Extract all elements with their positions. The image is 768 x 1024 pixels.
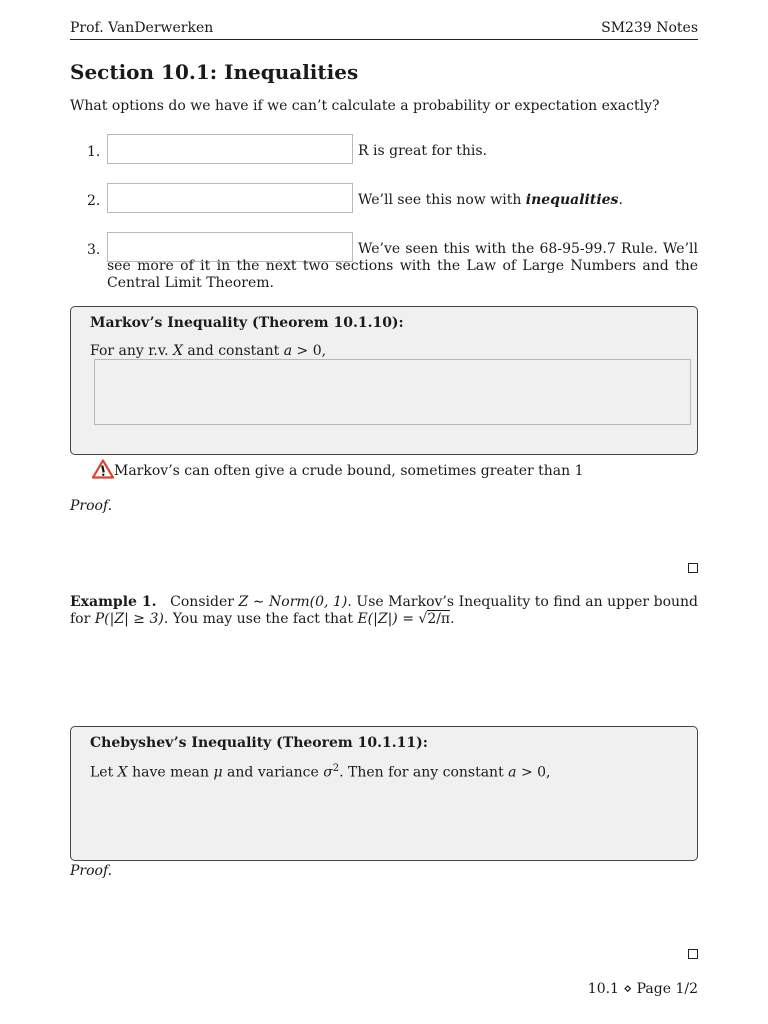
item-text: R is great for this. (358, 143, 487, 159)
chebyshev-text-2: have mean (127, 764, 214, 781)
item-text-before: We’ll see this now with (358, 192, 526, 208)
superscript-2: 2 (332, 763, 340, 774)
markov-title: Markov’s Inequality (Theorem 10.1.10): (90, 315, 404, 331)
item-text-after: . (618, 192, 623, 208)
answer-field-2[interactable] (107, 183, 353, 213)
chebyshev-statement (90, 763, 551, 781)
markov-text-1: For any r.v. (90, 343, 173, 359)
list-item-3 (70, 232, 698, 294)
section-title: Section 10.1: Inequalities (70, 60, 359, 84)
answer-field-1[interactable] (107, 134, 353, 164)
example-expr-2: P(|Z| ≥ 3) (94, 611, 164, 627)
example-label: Example 1. (70, 594, 157, 610)
example-text-4: . (450, 611, 455, 627)
intro-question: What options do we have if we can’t calculate a probability or expectation exactly? (70, 98, 660, 114)
example-text-2: . Use Markov’s Inequality to find an upper bound for (70, 594, 698, 627)
item-number: 2. (87, 193, 101, 209)
chebyshev-theorem-box (70, 726, 698, 861)
page-footer: 10.1 ⋄ Page 1/2 (587, 981, 698, 997)
item-text: We’ve seen this with the 68-95-99.7 Rule. We’ll see more of it in the next two sections with the Law of Large Numbers and the Central Limit Theorem. (107, 241, 698, 291)
chebyshev-text-1: Let (90, 764, 118, 781)
var-x: X (173, 343, 183, 359)
item-number: 1. (87, 144, 101, 160)
var-mu: μ (213, 764, 223, 781)
markov-statement (90, 343, 326, 359)
var-x: X (117, 764, 128, 781)
warning-text: Markov’s can often give a crude bound, sometimes greater than 1 (114, 463, 584, 479)
var-sigma: σ (323, 764, 333, 781)
warning-note (92, 459, 584, 479)
item-number: 3. (87, 242, 101, 258)
example-expr-1: Z ∼ Norm(0, 1) (238, 594, 348, 610)
var-a: a (508, 764, 517, 781)
chebyshev-text-4: . Then for any constant (339, 764, 509, 781)
list-item-1 (70, 134, 698, 164)
item-emphasis: inequalities (525, 192, 619, 208)
header-course: SM239 Notes (601, 20, 698, 36)
warning-triangle-icon (92, 459, 114, 479)
markov-text-3: > 0, (292, 343, 327, 359)
example-text-3: . You may use the fact that (163, 611, 358, 627)
chebyshev-text-3: and variance (222, 764, 324, 781)
chebyshev-title: Chebyshev’s Inequality (Theorem 10.1.11): (90, 735, 428, 751)
example-text-1: Consider (170, 594, 239, 610)
header-author: Prof. VanDerwerken (70, 20, 214, 36)
qed-square (688, 949, 698, 959)
example-expr-3: E(|Z|) = (357, 611, 419, 627)
item-text (358, 192, 623, 209)
markov-theorem-box (70, 306, 698, 455)
sqrt-body: 2/π (427, 611, 451, 627)
proof-label-markov: Proof. (70, 498, 113, 514)
markov-text-2: and constant (182, 343, 284, 359)
qed-square (688, 563, 698, 573)
markov-answer-field[interactable] (94, 359, 691, 425)
page-header (70, 18, 698, 40)
chebyshev-text-5: > 0, (516, 764, 551, 781)
proof-label-chebyshev: Proof. (70, 863, 113, 879)
example-1 (70, 594, 698, 628)
sqrt-sign: √ (418, 611, 428, 627)
notes-page (70, 0, 698, 1024)
var-a: a (283, 343, 293, 359)
list-item-2 (70, 183, 698, 213)
